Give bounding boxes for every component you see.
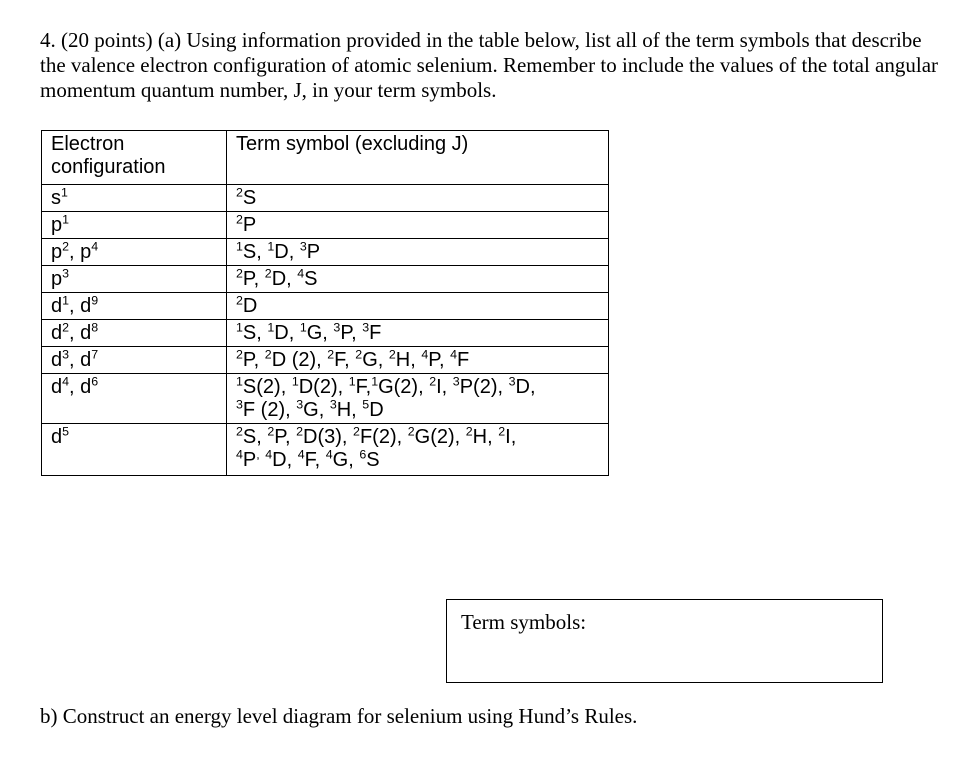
terms-cell: $^2$P, $^2$D (2), $^2$F, $^2$G, $^2$H, $^4$P, $^4$F xyxy=(227,347,609,374)
part-b-text: b) Construct an energy level diagram for selenium using Hund’s Rules. xyxy=(40,704,638,728)
header-term-symbol: Term symbol (excluding J) xyxy=(227,131,609,185)
term-symbols-answer-box[interactable] xyxy=(446,599,883,683)
terms-cell: $^1$S(2), $^1$D(2), $^1$F,$^1$G(2), $^2$I, $^3$P(2), $^3$D, $^3$F (2), $^3$G, $^3$H, $^5$D xyxy=(227,374,609,424)
config-cell: $p^3$ xyxy=(42,266,227,293)
config-cell: $s^1$ xyxy=(42,185,227,212)
terms-cell: $^2$P xyxy=(227,212,609,239)
term-symbol-table xyxy=(41,130,609,476)
table-row xyxy=(42,424,609,476)
config-cell: $d^3$, $d^7$ xyxy=(42,347,227,374)
config-cell: $p^2$, $p^4$ xyxy=(42,239,227,266)
config-cell: $p^1$ xyxy=(42,212,227,239)
header-electron-configuration: Electron configuration xyxy=(42,131,227,185)
terms-cell: $^2$P, $^2$D, $^4$S xyxy=(227,266,609,293)
config-cell: $d^2$, $d^8$ xyxy=(42,320,227,347)
table-header-row xyxy=(42,131,609,185)
table-row xyxy=(42,266,609,293)
table-row xyxy=(42,212,609,239)
table-row xyxy=(42,347,609,374)
config-cell: $d^4$, $d^6$ xyxy=(42,374,227,424)
table-row xyxy=(42,239,609,266)
table-row xyxy=(42,320,609,347)
terms-cell: $^1$S, $^1$D, $^3$P xyxy=(227,239,609,266)
table-row xyxy=(42,185,609,212)
table-row xyxy=(42,374,609,424)
config-cell: $d^1$, $d^9$ xyxy=(42,293,227,320)
terms-cell: $^2$S xyxy=(227,185,609,212)
terms-cell: $^2$D xyxy=(227,293,609,320)
table-row xyxy=(42,293,609,320)
terms-cell: $^1$S, $^1$D, $^1$G, $^3$P, $^3$F xyxy=(227,320,609,347)
question-text: 4. (20 points) (a) Using information provided in the table below, list all of the term symbols that describe the valence electron configuration of atomic selenium. Remember to include the values of the total angular momentum quantum number, J, in your term symbols. xyxy=(40,28,939,102)
config-cell: $d^5$ xyxy=(42,424,227,476)
answer-box-label: Term symbols: xyxy=(461,610,587,634)
terms-cell: $^2$S, $^2$P, $^2$D(3), $^2$F(2), $^2$G(2), $^2$H, $^2$I, $^4$P, $^4$D, $^4$F, $^4$G, $^6$S xyxy=(227,424,609,476)
